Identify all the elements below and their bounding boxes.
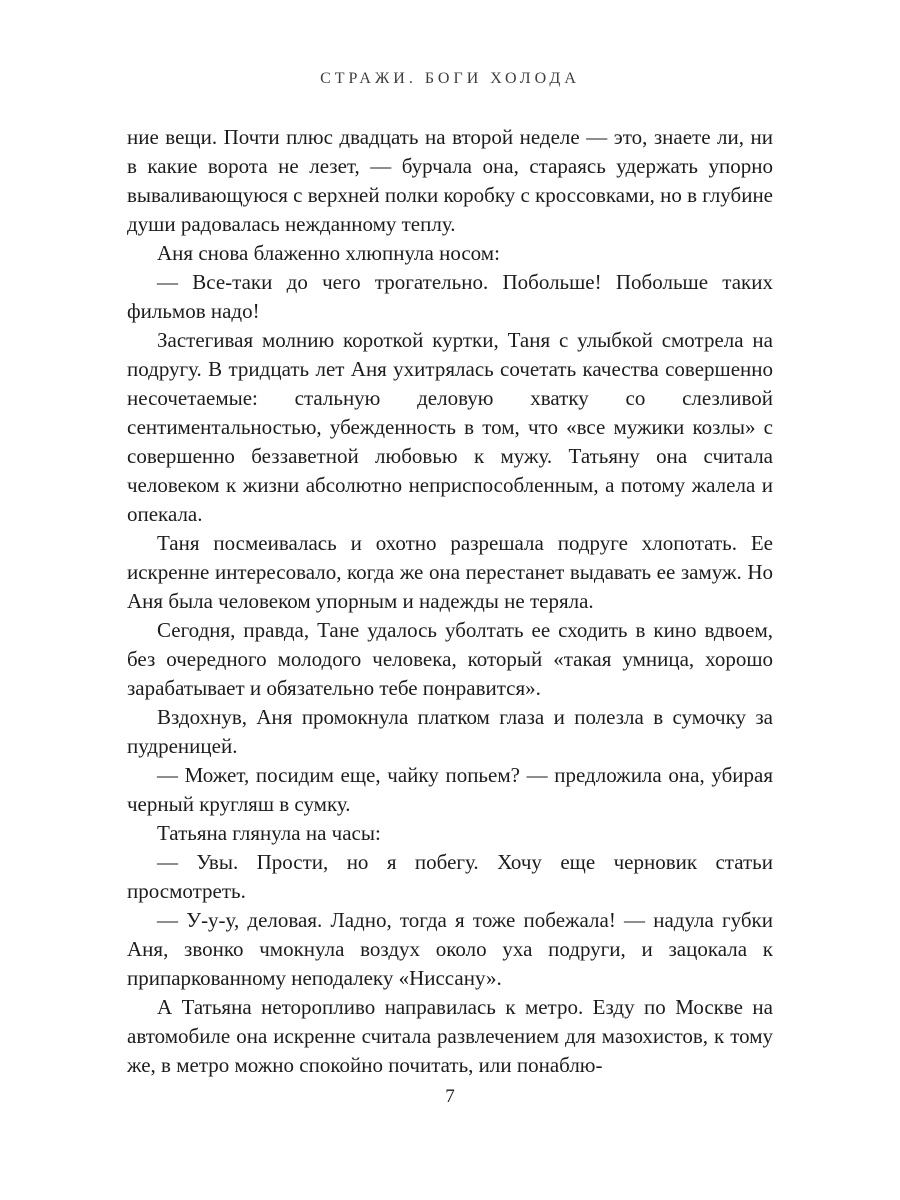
- page-number: 7: [445, 1086, 455, 1107]
- paragraph: — Увы. Прости, но я побегу. Хочу еще черновик статьи просмотреть.: [127, 850, 773, 903]
- paragraph: Таня посмеивалась и охотно разрешала подруге хлопотать. Ее искренне интересовало, когда же она перестанет выдавать ее замуж. Но Аня была человеком упорным и надежды не теряла.: [127, 531, 773, 613]
- paragraph: Аня снова блаженно хлюпнула носом:: [157, 241, 500, 265]
- paragraph: — У-у-у, деловая. Ладно, тогда я тоже побежала! — надула губки Аня, звонко чмокнула воздух около уха подруги, и зацокала к припаркованному неподалеку «Ниссану».: [127, 908, 773, 990]
- paragraph: Татьяна глянула на часы:: [157, 821, 381, 845]
- body-text: [127, 123, 773, 1080]
- paragraph: Застегивая молнию короткой куртки, Таня с улыбкой смотрела на подругу. В тридцать лет Аня ухитрялась сочетать качества совершенно несочетаемые: стальную деловую хватку со слезливой сентиментальностью, убежденность в том, что «все мужики козлы» с совершенно беззаветной любовью к мужу. Татьяну она считала человеком к жизни абсолютно неприспособленным, а потому жалела и опекала.: [127, 328, 773, 526]
- paragraph: — Все-таки до чего трогательно. Побольше! Побольше таких фильмов надо!: [127, 270, 773, 323]
- paragraph: Вздохнув, Аня промокнула платком глаза и полезла в сумочку за пудреницей.: [127, 705, 773, 758]
- paragraph: — Может, посидим еще, чайку попьем? — предложила она, убирая черный кругляш в сумку.: [127, 763, 773, 816]
- running-head: СТРАЖИ. БОГИ ХОЛОДА: [320, 70, 580, 87]
- paragraph: ние вещи. Почти плюс двадцать на второй неделе — это, знаете ли, ни в какие ворота не лезет, — бурчала она, стараясь удержать упорно вываливающуюся с верхней полки коробку с кроссовками, но в глубине души радовалась нежданному теплу.: [127, 125, 773, 236]
- paragraph: А Татьяна неторопливо направилась к метро. Езду по Москве на автомобиле она искренне считала развлечением для мазохистов, к тому же, в метро можно спокойно почитать, или понаблю-: [127, 995, 773, 1077]
- paragraph: Сегодня, правда, Тане удалось уболтать ее сходить в кино вдвоем, без очередного молодого человека, который «такая умница, хорошо зарабатывает и обязательно тебе понравится».: [127, 618, 773, 700]
